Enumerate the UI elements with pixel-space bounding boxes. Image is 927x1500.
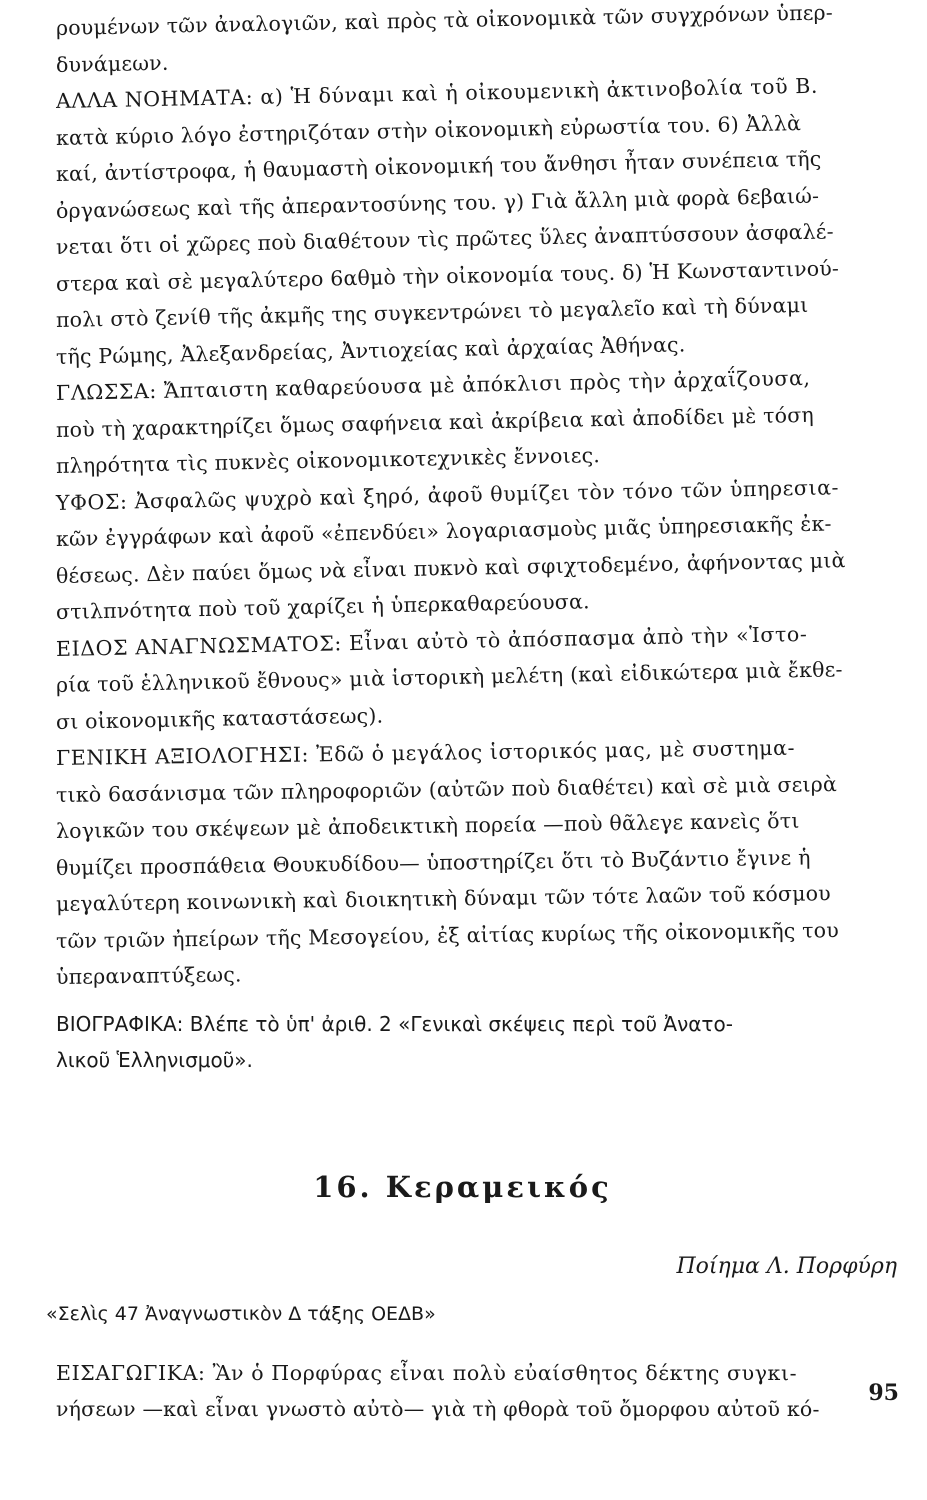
text-line: τικὸ 6ασάνισμα τῶν πληροφοριῶν (αὐτῶν ποὺ διαθέτει) καὶ σὲ μιὰ σειρὰ: [55, 771, 838, 807]
section-yfos: ΥΦΟΣ: Ἀσφαλῶς ψυχρὸ καὶ ξηρό, ἀφοῦ θυμίζει τὸν τόνο τῶν ὑπηρεσια-: [55, 474, 840, 515]
biography-line: λικοῦ Ἑλληνισμοῦ».: [56, 1047, 253, 1072]
biography-block: [56, 1006, 899, 1078]
text-line: ποὺ τὴ χαρακτηρίζει ὅμως σαφήνεια καὶ ἀκρίβεια καὶ ἀποδίδει μὲ τόση: [55, 402, 815, 442]
text-line: ὑπεραναπτύξεως.: [55, 962, 242, 989]
text-line: στερα καὶ σὲ μεγαλύτερο 6αθμὸ τὴν οἰκονομία τους. δ) Ἡ Κωνσταντινού-: [55, 255, 840, 296]
text-line: κῶν ἐγγράφων καὶ ἀφοῦ «ἐπενδύει» λογαριασμοὺς μιᾶς ὑπηρεσιακῆς ἐκ-: [55, 511, 832, 551]
text-line: θυμίζει προσπάθεια Θουκυδίδου— ὑποστηρίζει ὅτι τὸ Βυζάντιο ἔγινε ἡ: [55, 844, 811, 880]
section-geniki-axiologisi: ΓΕΝΙΚΗ ΑΞΙΟΛΟΓΗΣΙ: Ἐδῶ ὁ μεγάλος ἱστορικός μας, μὲ συστημα-: [55, 735, 796, 770]
section-heading: 16. Κεραμεικός: [313, 1169, 612, 1204]
text-line: δυνάμεων.: [55, 50, 169, 77]
page-number: 95: [868, 1380, 899, 1406]
text-line: τῶν τριῶν ἠπείρων τῆς Μεσογείου, ἐξ αἰτίας κυρίως τῆς οἰκονομικῆς του: [55, 917, 840, 953]
text-line: μεγαλύτερη κοινωνικὴ καὶ διοικητικὴ δύναμι τῶν τότε λαῶν τοῦ κόσμου: [55, 881, 831, 916]
section-eidos-anagnosmatos: ΕΙΔΟΣ ΑΝΑΓΝΩΣΜΑΤΟΣ: Εἶναι αὐτὸ τὸ ἀπόσπασμα ἀπὸ τὴν «Ἱστο-: [55, 621, 808, 661]
biography-line: ΒΙΟΓΡΑΦΙΚΑ: Βλέπε τὸ ὑπ' ἀριθ. 2 «Γενικαὶ σκέψεις περὶ τοῦ Ἀνατο-: [56, 1011, 733, 1036]
text-line: νεται ὅτι οἱ χῶρες ποὺ διαθέτουν τὶς πρῶτες ὕλες ἀναπτύσσουν ἀσφαλέ-: [55, 219, 834, 259]
section-eisagogika: ΕΙΣΑΓΩΓΙΚΑ: Ἂν ὁ Πορφύρας εἶναι πολὺ εὐαίσθητος δέκτης συγκι-: [56, 1360, 798, 1385]
text-line: λογικῶν του σκέψεων μὲ ἀποδεικτικὴ πορεία —ποὺ θᾶλεγε κανεὶς ὅτι: [55, 808, 800, 843]
text-line: κατὰ κύριο λόγο ἐστηριζόταν στὴν οἰκονομικὴ εὐρωστία του. 6) Ἀλλὰ: [55, 110, 802, 150]
text-line: θέσεως. Δὲν παύει ὅμως νὰ εἶναι πυκνὸ καὶ σφιχτοδεμένο, ἀφήνοντας μιὰ: [55, 547, 846, 588]
text-line: καί, ἀντίστροφα, ἡ θαυμαστὴ οἰκονομική του ἄνθησι ἦταν συνέπεια τῆς: [55, 146, 822, 186]
text-line: ρία τοῦ ἑλληνικοῦ ἔθνους» μιὰ ἱστορικὴ μελέτη (καὶ εἰδικώτερα μιὰ ἔκθε-: [55, 657, 843, 697]
text-line: ρουμένων τῶν ἀναλογιῶν, καὶ πρὸς τὰ οἰκονομικὰ τῶν συγχρόνων ὑπερ-: [55, 0, 834, 40]
source-reference: «Σελὶς 47 Ἀναγνωστικὸν Δ τάξης ΟΕΔΒ»: [46, 1302, 436, 1325]
body-text: [55, 0, 899, 996]
text-line: τῆς Ρώμης, Ἀλεξανδρείας, Ἀντιοχείας καὶ ἀρχαίας Ἀθήνας.: [55, 331, 686, 369]
text-line: ὀργανώσεως καὶ τῆς ἀπεραντοσύνης του. γ) Γιὰ ἄλλη μιὰ φορὰ 6εβαιώ-: [55, 183, 820, 223]
text-line: πολι στὸ ζενίθ τῆς ἀκμῆς της συγκεντρώνει τὸ μεγαλεῖο καὶ τὴ δύναμι: [55, 292, 809, 332]
text-line: στιλπνότητα ποὺ τοῦ χαρίζει ἡ ὑπερκαθαρεύουσα.: [55, 589, 590, 624]
text-line: σι οἰκονομικῆς καταστάσεως).: [55, 702, 384, 734]
section-alla-noimata: ΑΛΛΑ ΝΟΗΜΑΤΑ: α) Ἡ δύναμι καὶ ἡ οἰκουμενικὴ ἀκτινοβολία τοῦ Β.: [55, 73, 819, 113]
text-line: νήσεων —καὶ εἶναι γνωστὸ αὐτὸ— γιὰ τὴ φθορὰ τοῦ ὄμορφου αὐτοῦ κό-: [56, 1397, 820, 1421]
intro-block: [56, 1355, 899, 1428]
section-glossa: ΓΛΩΣΣΑ: Ἄπταιστη καθαρεύουσα μὲ ἀπόκλισι πρὸς τὴν ἀρχαΐζουσα,: [55, 365, 811, 405]
poem-author: Ποίημα Λ. Πορφύρη: [676, 1253, 897, 1279]
text-line: πληρότητα τὶς πυκνὲς οἰκονομικοτεχνικὲς ἔννοιες.: [55, 443, 601, 478]
